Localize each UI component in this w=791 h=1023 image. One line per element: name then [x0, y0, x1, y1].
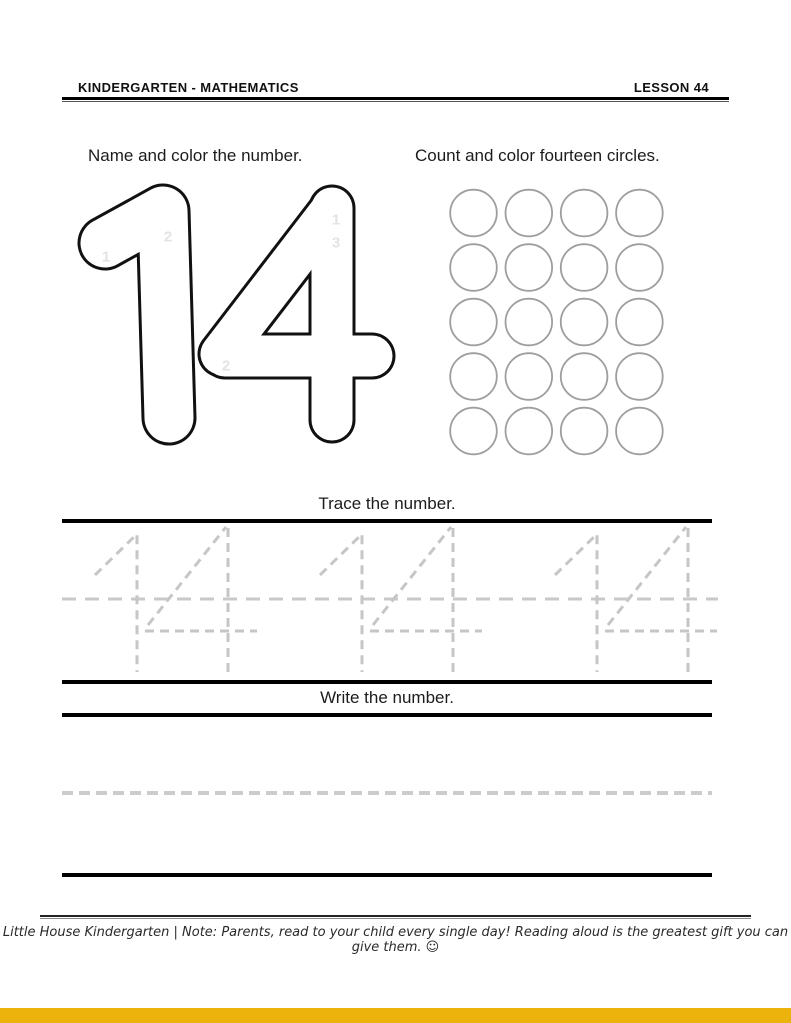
write-rule-bottom — [62, 873, 712, 877]
header-rule-thin — [62, 101, 729, 102]
instruction-count-circles: Count and color fourteen circles. — [415, 146, 660, 165]
count-circle — [561, 353, 608, 400]
count-circle — [561, 299, 608, 346]
count-circle — [450, 190, 497, 237]
accent-bar — [0, 1008, 791, 1023]
instruction-name-color: Name and color the number. — [88, 146, 303, 165]
footer-note: Little House Kindergarten | Note: Parents, read to your child every single day! Reading aloud is the greatest gift you can give them. ☺ — [2, 925, 789, 955]
stroke-order-hint: 2 — [221, 357, 231, 375]
count-circle — [506, 190, 553, 237]
count-circle — [506, 408, 553, 455]
header-subject: KINDERGARTEN - MATHEMATICS — [78, 80, 299, 95]
count-circle — [450, 408, 497, 455]
counting-circles-grid — [444, 184, 689, 460]
count-circle — [561, 190, 608, 237]
count-circle — [616, 190, 663, 237]
count-circle — [561, 408, 608, 455]
trace-digit-1 — [95, 534, 137, 672]
count-circle — [450, 353, 497, 400]
stroke-order-hint: 2 — [163, 228, 173, 246]
stroke-order-hint: 1 — [101, 248, 111, 266]
trace-digit-1 — [320, 534, 362, 672]
footer-rule — [40, 915, 751, 917]
count-circle — [450, 244, 497, 291]
trace-digit-1 — [555, 534, 597, 672]
trace-rule-bottom — [62, 680, 712, 684]
count-circle — [616, 408, 663, 455]
stroke-order-hint: 3 — [331, 234, 341, 252]
numeral-14-outline — [75, 180, 415, 460]
count-circle — [561, 244, 608, 291]
write-guide-midline — [62, 791, 712, 795]
count-circle — [506, 244, 553, 291]
stroke-order-hint: 1 — [331, 211, 341, 229]
count-circle — [506, 299, 553, 346]
footer-rule-thin — [40, 918, 751, 919]
write-title: Write the number. — [320, 688, 454, 707]
count-circle — [616, 353, 663, 400]
count-circle — [506, 353, 553, 400]
count-circle — [616, 244, 663, 291]
header-lesson: LESSON 44 — [633, 80, 709, 95]
header-rule — [62, 97, 729, 100]
write-rule-top — [62, 713, 712, 717]
count-circle — [616, 299, 663, 346]
trace-guides — [62, 519, 722, 685]
trace-title: Trace the number. — [318, 494, 456, 513]
count-circle — [450, 299, 497, 346]
